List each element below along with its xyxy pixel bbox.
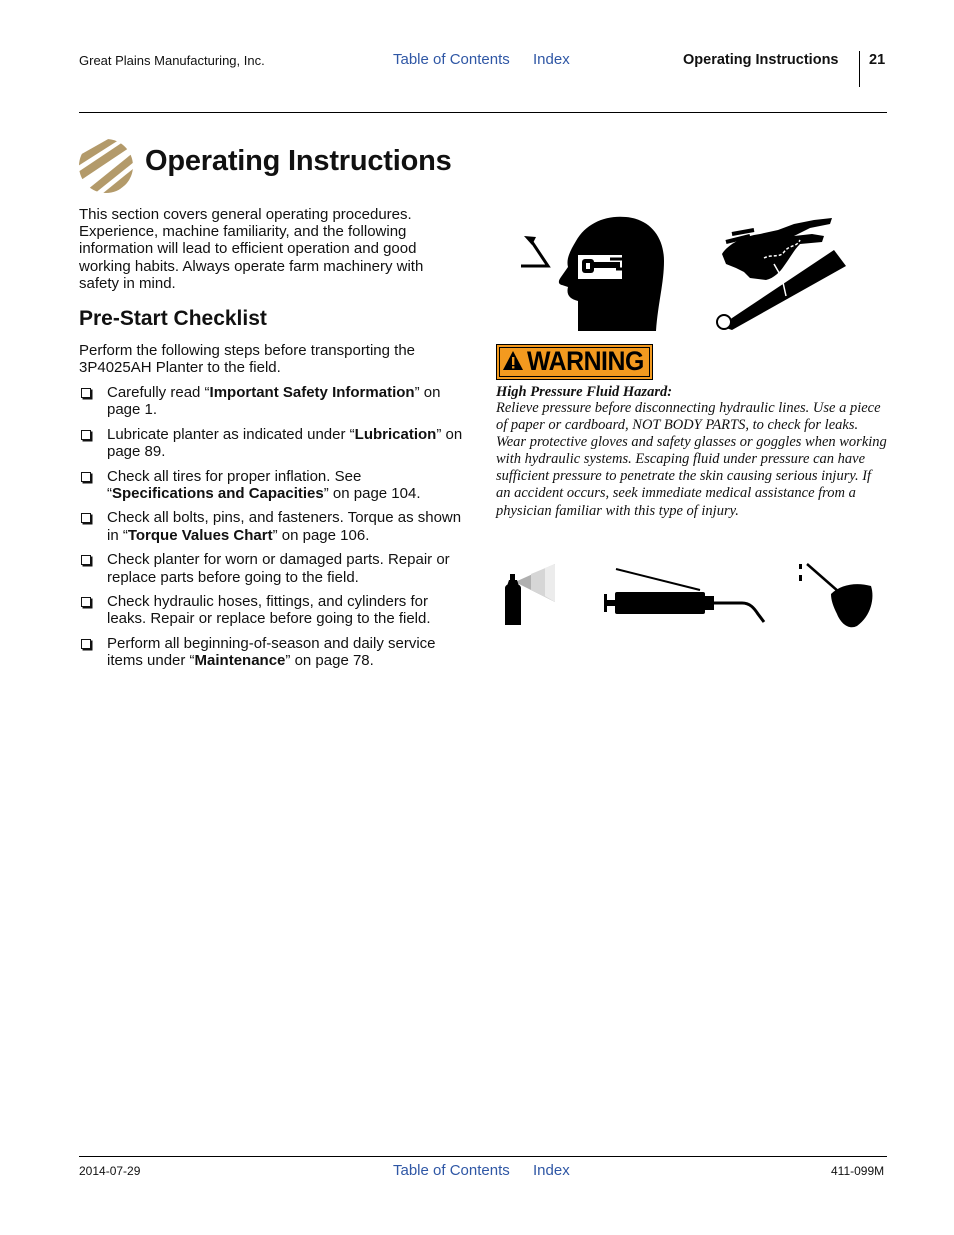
footer-date: 2014-07-29 bbox=[79, 1164, 141, 1178]
company-name: Great Plains Manufacturing, Inc. bbox=[79, 53, 265, 68]
wheat-field-icon bbox=[78, 138, 134, 194]
checklist-intro: Perform the following steps before transporting the 3P4025AH Planter to the field. bbox=[79, 342, 416, 377]
checkbox-icon bbox=[81, 555, 91, 565]
spray-can-icon bbox=[501, 562, 571, 628]
header-toc-link[interactable]: Table of Contents bbox=[393, 51, 510, 68]
section-heading: Pre-Start Checklist bbox=[79, 307, 267, 330]
checkbox-icon bbox=[81, 388, 91, 398]
footer-rule bbox=[79, 1156, 887, 1157]
checklist-item: Check all tires for proper inflation. See “Specifications and Capacities” on page 104. bbox=[79, 468, 469, 503]
running-section-title: Operating Instructions bbox=[683, 52, 839, 68]
warning-signal-badge bbox=[496, 344, 653, 380]
checkbox-icon bbox=[81, 597, 91, 607]
intro-paragraph: This section covers general operating procedures. Experience, machine familiarity, and the following information will lead to efficient operation and good working habits. Always operate farm machinery with safety in mind. bbox=[79, 206, 424, 292]
warning-triangle-icon bbox=[502, 350, 524, 372]
header-divider bbox=[859, 51, 860, 87]
oil-can-icon bbox=[795, 560, 877, 630]
checkbox-icon bbox=[81, 430, 91, 440]
checklist-item: Check hydraulic hoses, fittings, and cylinders for leaks. Repair or replace before going to the field. bbox=[79, 593, 469, 628]
grease-gun-icon bbox=[602, 566, 768, 624]
checkbox-icon bbox=[81, 472, 91, 482]
page-title: Operating Instructions bbox=[145, 145, 452, 177]
footer-toc-link[interactable]: Table of Contents bbox=[393, 1162, 510, 1179]
checklist-item: Check all bolts, pins, and fasteners. Torque as shown in “Torque Values Chart” on page 106. bbox=[79, 509, 469, 544]
checklist-item: Lubricate planter as indicated under “Lubrication” on page 89. bbox=[79, 426, 469, 461]
footer-index-link[interactable]: Index bbox=[533, 1162, 570, 1179]
header-index-link[interactable]: Index bbox=[533, 51, 570, 68]
header-rule bbox=[79, 112, 887, 113]
checklist-item: Perform all beginning-of-season and daily service items under “Maintenance” on page 78. bbox=[79, 635, 469, 670]
hazard-description: Relieve pressure before disconnecting hydraulic lines. Use a piece of paper or cardboard, NOT BODY PARTS, to check for leaks. Wear protective gloves and safety glasses or goggles when working with hydraulic systems. Escaping fluid under pressure can have sufficient pressure to penetrate the skin causing serious injury. If an accident occurs, seek immediate medical assistance from a physician familiar with this type of injury. bbox=[496, 400, 887, 519]
checklist-item: Carefully read “Important Safety Information” on page 1. bbox=[79, 384, 469, 419]
checkbox-icon bbox=[81, 639, 91, 649]
hand-fluid-injection-icon bbox=[714, 214, 850, 330]
warning-signal-word: WARNING bbox=[527, 346, 644, 376]
checkbox-icon bbox=[81, 513, 91, 523]
hazard-title: High Pressure Fluid Hazard: bbox=[496, 384, 673, 400]
page-number: 21 bbox=[869, 52, 886, 68]
checklist-item: Check planter for worn or damaged parts. Repair or replace parts before going to the field. bbox=[79, 551, 469, 586]
head-with-safety-glasses-icon bbox=[518, 215, 666, 333]
pre-start-checklist bbox=[79, 384, 469, 677]
document-number: 411-099M bbox=[831, 1164, 885, 1178]
